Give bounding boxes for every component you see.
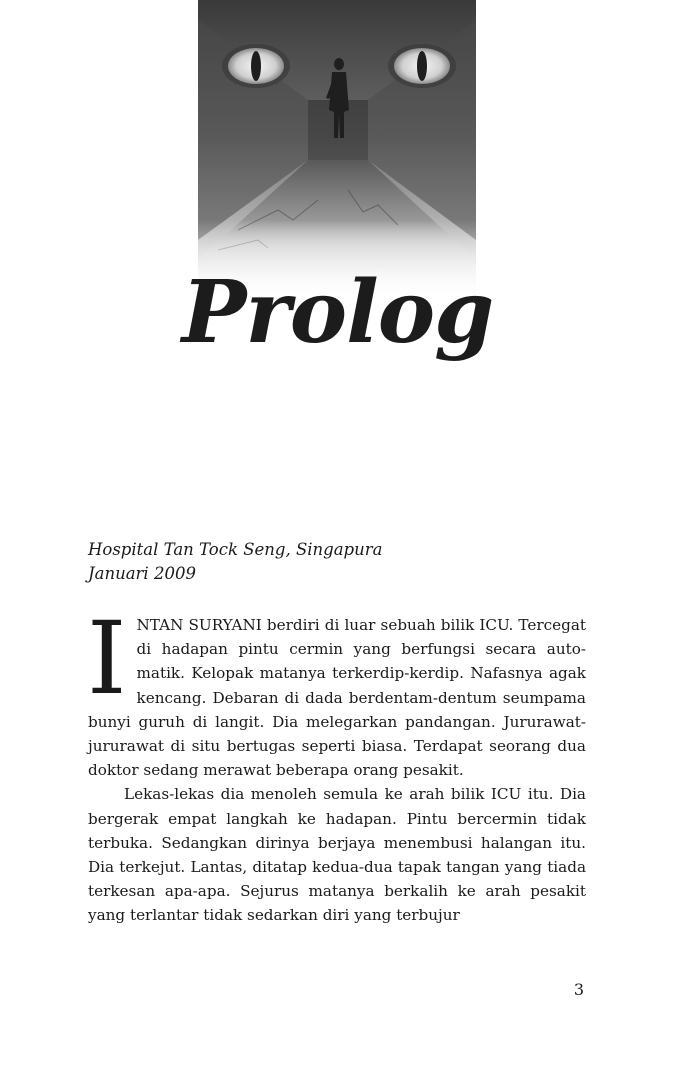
paragraph-2: Lekas-lekas dia menoleh semula ke arah bilik ICU itu. Dia bergerak empat langkah ke hadapan. Pintu bercermin tidak terbuka. Sedangkan dirinya berjaya menembusi halangan itu. Dia terkejut. Lantas, ditatap kedua-dua tapak tangan yang tiada terkesan apa-apa. Sejurus matanya berkalih ke arah pesakit yang terlantar tidak sedarkan diri yang terbujur (88, 785, 586, 925)
paragraph-1-text: NTAN SURYANI berdiri di luar sebuah bilik ICU. Tercegat di hadapan pintu cermin yang berfungsi secara automatik. Kelopak matanya terkerdip-kerdip. Nafasnya agak kencang. Debaran di dada berdentam-dentum seumpama bunyi guruh di langit. Dia melegarkan pandangan. Jururawat-jururawat di situ bertugas seperti biasa. Terdapat seorang dua doktor sedang merawat beberapa orang pesakit. (88, 616, 586, 780)
drop-cap: I (87, 600, 127, 717)
page-number: 3 (573, 980, 584, 999)
cat-eyes-corridor-illustration (198, 0, 476, 300)
chapter-title: Prolog (181, 262, 494, 363)
chapter-body (87, 600, 586, 928)
paragraph-1 (87, 600, 586, 782)
location-dateline (88, 538, 382, 586)
location-date: Januari 2009 (88, 564, 196, 583)
location-place: Hospital Tan Tock Seng, Singapura (88, 540, 383, 559)
